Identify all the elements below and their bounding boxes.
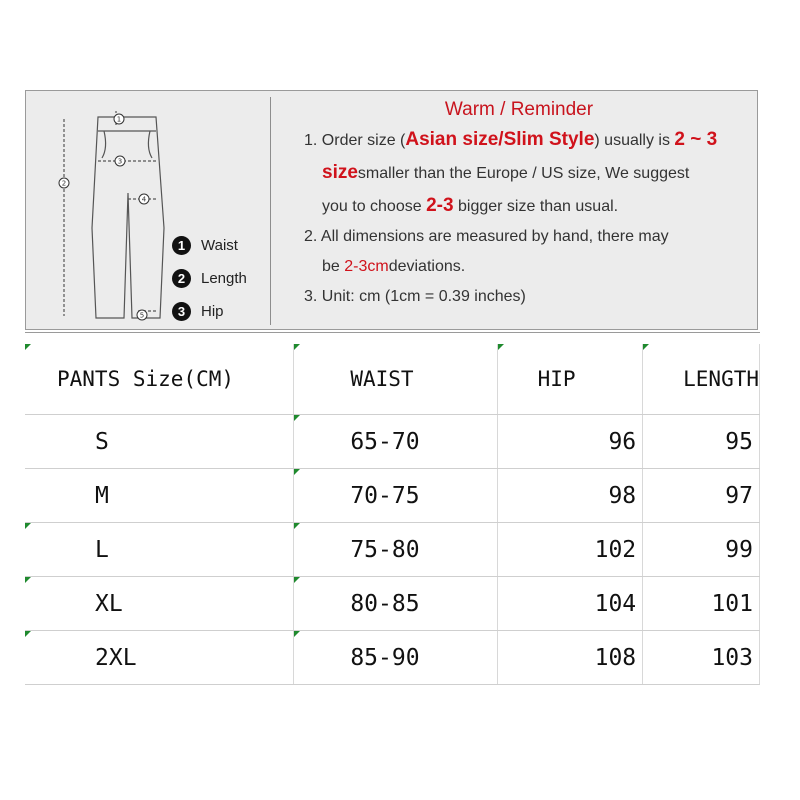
cell-waist	[294, 469, 497, 523]
highlight-text: 2 ~ 3	[674, 129, 718, 150]
svg-text:2: 2	[61, 179, 67, 188]
cell-length: 101	[643, 577, 760, 631]
cell-size: S	[25, 415, 294, 469]
header-text: PANTS Size(CM)	[57, 367, 235, 391]
legend-number: 1	[172, 236, 191, 255]
cell-size	[25, 631, 294, 685]
legend-label: Length	[201, 270, 247, 287]
cell-length: 103	[643, 631, 760, 685]
legend-label: Hip	[201, 303, 224, 320]
svg-text:5: 5	[139, 311, 145, 320]
cell-text: 80-85	[350, 590, 420, 617]
cell-length: 95	[643, 415, 760, 469]
text: you to choose	[322, 198, 427, 215]
cell-hip: 102	[497, 523, 643, 577]
panel-divider	[270, 97, 271, 325]
pants-measurement-diagram	[56, 103, 176, 323]
cell-text: XL	[95, 590, 123, 617]
header-hip	[497, 344, 643, 415]
measurement-legend	[172, 229, 247, 328]
highlight-text: 2-3	[426, 195, 454, 216]
text: bigger size than usual.	[453, 198, 619, 215]
reminder-title: Warm / Reminder	[444, 99, 594, 120]
text: 1. Order size (	[304, 132, 406, 149]
header-waist	[294, 344, 497, 415]
cell-text: 2XL	[95, 644, 137, 671]
cell-text: 85-90	[350, 644, 420, 671]
cell-marker	[294, 631, 300, 637]
cell-hip: 98	[497, 469, 643, 523]
size-chart-table	[25, 344, 760, 685]
text: smaller than the Europe / US size, We suggest	[357, 165, 690, 182]
text: be	[322, 258, 345, 275]
cell-waist	[294, 415, 497, 469]
cell-text: L	[95, 536, 109, 563]
text: deviations.	[388, 258, 466, 275]
cell-marker	[294, 415, 300, 421]
cell-marker	[294, 469, 300, 475]
cell-hip: 108	[497, 631, 643, 685]
cell-size	[25, 523, 294, 577]
header-size	[25, 344, 294, 415]
cell-hip: 104	[497, 577, 643, 631]
legend-number: 2	[172, 269, 191, 288]
cell-length: 97	[643, 469, 760, 523]
text: ) usually is	[594, 132, 675, 149]
cell-marker	[498, 344, 504, 350]
reminder-text	[304, 97, 754, 312]
reminder-line-2	[304, 156, 754, 189]
cell-length: 99	[643, 523, 760, 577]
table-header-row	[25, 344, 760, 415]
highlight-text: 2-3cm	[344, 258, 389, 275]
cell-marker	[294, 523, 300, 529]
header-text: HIP	[537, 367, 576, 391]
cell-waist	[294, 631, 497, 685]
cell-marker	[643, 344, 649, 350]
legend-item-hip	[172, 295, 247, 328]
reminder-line-1	[304, 123, 754, 156]
cell-waist	[294, 577, 497, 631]
table-row	[25, 631, 760, 685]
legend-number: 3	[172, 302, 191, 321]
size-table-container	[25, 344, 760, 685]
sheet-header-strip	[25, 332, 760, 343]
cell-size: M	[25, 469, 294, 523]
cell-marker	[294, 577, 300, 583]
reminder-line-4: 2. All dimensions are measured by hand, there may	[304, 228, 669, 245]
cell-marker	[25, 523, 31, 529]
cell-marker	[25, 344, 31, 350]
reminder-line-5	[304, 252, 754, 282]
table-row	[25, 577, 760, 631]
table-row	[25, 469, 760, 523]
cell-text: 65-70	[350, 428, 420, 455]
svg-text:4: 4	[141, 195, 147, 204]
header-text: WAIST	[350, 367, 414, 391]
header-text: LENGTH	[683, 367, 759, 391]
legend-label: Waist	[201, 237, 238, 254]
reminder-line-3	[304, 189, 754, 222]
cell-marker	[25, 631, 31, 637]
svg-text:1: 1	[116, 115, 122, 124]
cell-marker	[25, 577, 31, 583]
cell-marker	[294, 344, 300, 350]
table-row	[25, 523, 760, 577]
cell-size	[25, 577, 294, 631]
table-row	[25, 415, 760, 469]
header-length	[643, 344, 760, 415]
legend-item-length	[172, 262, 247, 295]
cell-waist	[294, 523, 497, 577]
cell-hip: 96	[497, 415, 643, 469]
size-reminder-panel	[25, 90, 758, 330]
reminder-line-6: 3. Unit: cm (1cm = 0.39 inches)	[304, 288, 526, 305]
cell-text: 75-80	[350, 536, 420, 563]
highlight-text: size	[322, 162, 358, 183]
legend-item-waist	[172, 229, 247, 262]
svg-text:3: 3	[117, 157, 123, 166]
highlight-text: Asian size/Slim Style	[405, 129, 595, 150]
cell-text: 70-75	[350, 482, 420, 509]
